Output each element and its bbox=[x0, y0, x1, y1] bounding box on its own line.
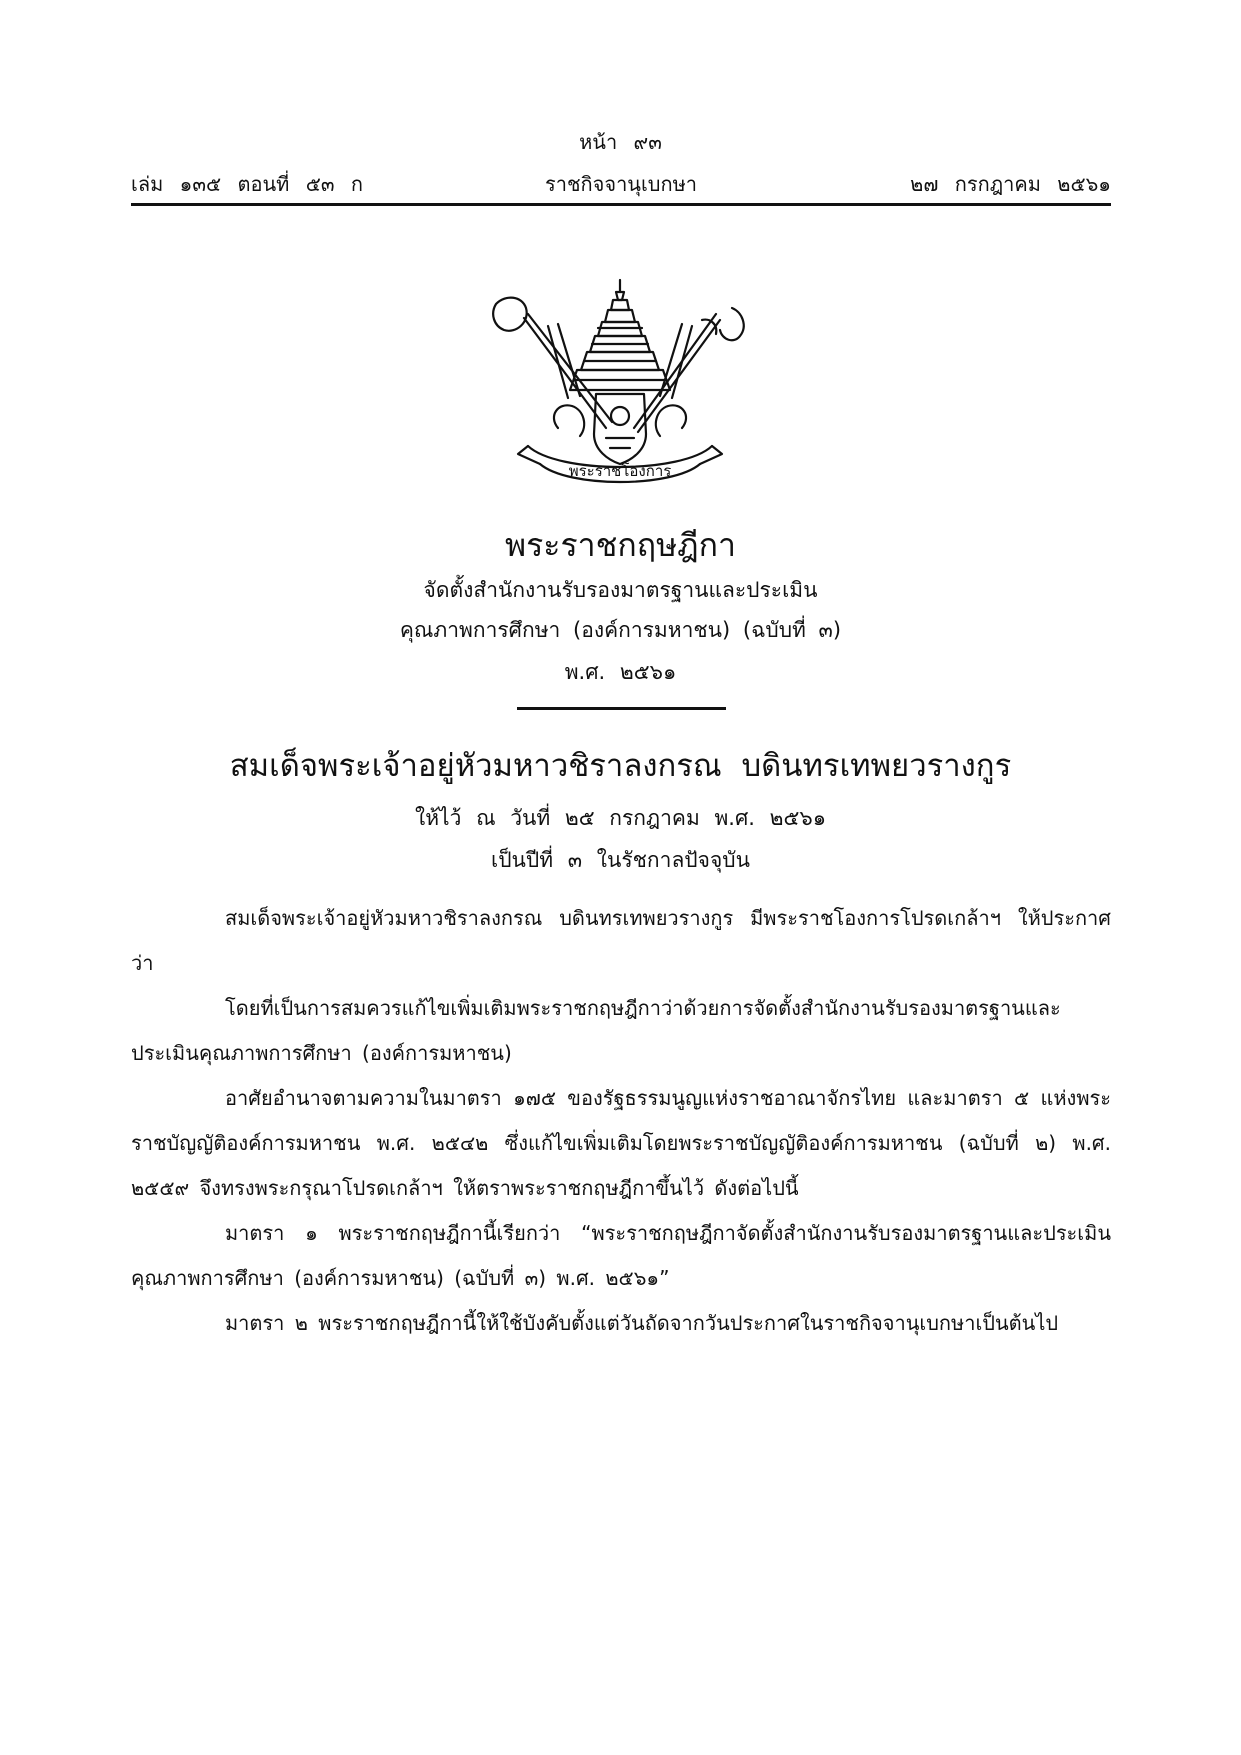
decree-body bbox=[131, 896, 1111, 1346]
decree-type-title: พระราชกฤษฎีกา bbox=[504, 526, 736, 564]
page-number: หน้า ๙๓ bbox=[579, 130, 662, 154]
volume-issue: เล่ม ๑๓๕ ตอนที่ ๕๓ ก bbox=[131, 172, 363, 196]
decree-subject-line1: จัดตั้งสำนักงานรับรองมาตรฐานและประเมิน bbox=[423, 578, 818, 602]
decree-year: พ.ศ. ๒๕๖๑ bbox=[564, 660, 677, 684]
given-date: ให้ไว้ ณ วันที่ ๒๕ กรกฎาคม พ.ศ. ๒๕๖๑ bbox=[414, 806, 827, 830]
king-name: สมเด็จพระเจ้าอยู่หัวมหาวชิราลงกรณ บดินทรเทพยวรางกูร bbox=[229, 748, 1012, 784]
decree-subject-line2: คุณภาพการศึกษา (องค์การมหาชน) (ฉบับที่ ๓) bbox=[399, 618, 842, 642]
gazette-date: ๒๗ กรกฎาคม ๒๕๖๑ bbox=[910, 172, 1111, 196]
garuda-royal-emblem-icon bbox=[488, 278, 752, 488]
reign-year: เป็นปีที่ ๓ ในรัชกาลปัจจุบัน bbox=[491, 848, 750, 872]
title-divider bbox=[517, 707, 726, 710]
section-2-paragraph: มาตรา ๒ พระราชกฤษฎีกานี้ให้ใช้บังคับตั้งแต่วันถัดจากวันประกาศในราชกิจจานุเบกษาเป็นต้นไป bbox=[225, 1311, 1059, 1335]
gazette-name: ราชกิจจานุเบกษา bbox=[544, 172, 698, 196]
section-1-paragraph: มาตรา ๑ พระราชกฤษฎีกานี้เรียกว่า “พระราชกฤษฎีกาจัดตั้งสำนักงานรับรองมาตรฐานและประเมินคุณภาพการศึกษา (องค์การมหาชน) (ฉบับที่ ๓) พ.ศ. ๒๕๖๑” bbox=[131, 1221, 1111, 1290]
header-divider bbox=[131, 203, 1111, 206]
preamble-paragraph: สมเด็จพระเจ้าอยู่หัวมหาวชิราลงกรณ บดินทรเทพยวรางกูร มีพระราชโองการโปรดเกล้าฯ ให้ประกาศว่า bbox=[131, 906, 1111, 975]
gazette-header bbox=[131, 168, 1111, 198]
svg-text:พระราชโองการ: พระราชโองการ bbox=[568, 462, 672, 480]
authority-paragraph: อาศัยอำนาจตามความในมาตรา ๑๗๕ ของรัฐธรรมนูญแห่งราชอาณาจักรไทย และมาตรา ๕ แห่งพระราชบัญญัติองค์การมหาชน พ.ศ. ๒๕๔๒ ซึ่งแก้ไขเพิ่มเติมโดยพระราชบัญญัติองค์การมหาชน (ฉบับที่ ๒) พ.ศ. ๒๕๕๙ จึงทรงพระกรุณาโปรดเกล้าฯ ให้ตราพระราชกฤษฎีกาขึ้นไว้ ดังต่อไปนี้ bbox=[131, 1086, 1111, 1200]
rationale-paragraph: โดยที่เป็นการสมควรแก้ไขเพิ่มเติมพระราชกฤษฎีกาว่าด้วยการจัดตั้งสำนักงานรับรองมาตรฐานและประเมินคุณภาพการศึกษา (องค์การมหาชน) bbox=[131, 996, 1061, 1065]
